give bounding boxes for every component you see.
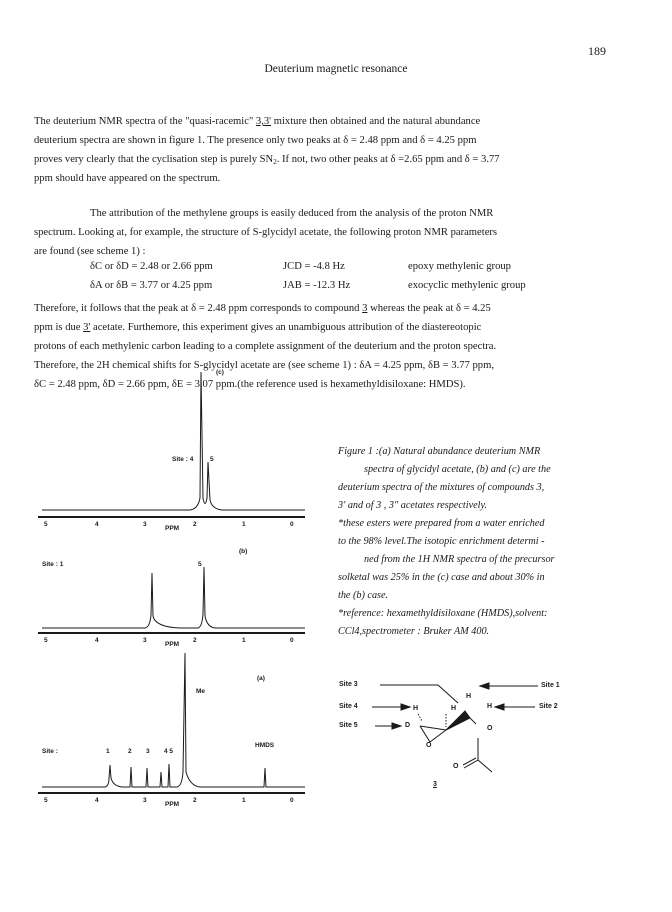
panel-a-me: Me bbox=[196, 688, 206, 695]
panel-a-label: (a) bbox=[257, 675, 265, 682]
shift-row-1-shift: δC or δD = 2.48 or 2.66 ppm bbox=[90, 261, 213, 272]
panel-a-site-num: 3 bbox=[146, 748, 150, 755]
panel-c-label: (c) bbox=[216, 369, 224, 376]
panel-a-sites: Site : bbox=[42, 748, 58, 755]
panel-b-tick: 1 bbox=[242, 637, 246, 644]
panel-c-tick: 1 bbox=[242, 521, 246, 528]
paragraph-1: The deuterium NMR spectra of the "quasi-racemic" 3,3' mixture then obtained and the natural abundance deuterium spectra are shown in figure 1. The presence only two peaks at δ = 2.48 ppm and δ = 4.25 ppm proves very clearly that the cyclisation step is purely $SN_2$. If not, two other peaks at δ =2.65 ppm and δ = 3.77 ppm should have appeared on the spectrum. bbox=[34, 116, 500, 184]
scheme-compound-number: 3 bbox=[433, 781, 437, 788]
panel-c-tick: 2 bbox=[193, 521, 197, 528]
scheme-site-1: Site 1 bbox=[541, 682, 560, 689]
atom-h: H bbox=[413, 705, 419, 712]
atom-h: H bbox=[487, 703, 493, 710]
panel-b-unit: PPM bbox=[165, 641, 180, 648]
scheme-site-4: Site 4 bbox=[339, 703, 358, 710]
shift-row-1-coupling: JCD = -4.8 Hz bbox=[283, 261, 345, 272]
atom-h: H bbox=[466, 693, 472, 700]
atom-o: O bbox=[453, 763, 459, 770]
panel-b-tick: 3 bbox=[143, 637, 147, 644]
page-number: 189 bbox=[588, 44, 606, 58]
panel-a-tick: 4 bbox=[95, 797, 99, 804]
scheme-site-5: Site 5 bbox=[339, 722, 358, 729]
panel-a-tick: 5 bbox=[44, 797, 48, 804]
running-title: Deuterium magnetic resonance bbox=[264, 63, 408, 75]
panel-c-sites: Site : 4 bbox=[172, 456, 194, 463]
panel-c-sites2: 5 bbox=[210, 456, 214, 463]
paragraph-2: The attribution of the methylene groups is easily deduced from the analysis of the proton NMR spectrum. Looking at, for example, the structure of S-glycidyl acetate, the following proton NMR parameters are found (see scheme 1) : bbox=[34, 208, 498, 257]
atom-o: O bbox=[487, 725, 493, 732]
scheme-site-2: Site 2 bbox=[539, 703, 558, 710]
panel-a-site-num: 2 bbox=[128, 748, 132, 755]
panel-b-tick: 5 bbox=[44, 637, 48, 644]
panel-b-sites: Site : 1 bbox=[42, 561, 64, 568]
paragraph-2-cont: Therefore, it follows that the peak at δ = 2.48 ppm corresponds to compound 3 whereas the peak at δ = 4.25 ppm is due 3' acetate. Furthemore, this experiment gives an unambiguous attribution of the diastereotopic protons of each methylenic carbon leading to a complete assignment of the deuterium and the proton spectra. Therefore, the 2H chemical shifts for S-glycidyl acetate are (see scheme 1) : δA = 4.25 ppm, δB = 3.77 ppm, δC = 2.48 ppm, δD = 2.66 ppm, δE = 3.07 ppm.(the reference used is hexamethyldisiloxane: HMDS). bbox=[34, 303, 497, 390]
panel-b-tick: 0 bbox=[290, 637, 294, 644]
panel-a-tick: 0 bbox=[290, 797, 294, 804]
panel-a-site-num: 4 5 bbox=[164, 748, 174, 755]
panel-c-tick: 5 bbox=[44, 521, 48, 528]
panel-a-unit: PPM bbox=[165, 801, 180, 808]
panel-c-tick: 3 bbox=[143, 521, 147, 528]
figure-caption: Figure 1 :(a) Natural abundance deuterium NMR spectra of glycidyl acetate, (b) and (c) are the deuterium spectra of the mixtures of compounds 3, 3' and of 3 , 3" acetates respectively. *these esters were prepared from a water enriched to the 98% level.The isotopic enrichment determi - ned from the 1H NMR spectra of the precursor solketal was 25% in the (c) case and about 30% in the (b) case. *reference: hexamethyldisiloxane (HMDS),solvent: CCl4,spectrometer : Bruker AM 400. bbox=[338, 446, 555, 637]
panel-b-tick: 2 bbox=[193, 637, 197, 644]
shift-row-1-assign: epoxy methylenic group bbox=[408, 261, 511, 272]
shift-row-2-assign: exocyclic methylenic group bbox=[408, 280, 526, 291]
panel-c-unit: PPM bbox=[165, 525, 180, 532]
panel-a-hmds: HMDS bbox=[255, 742, 275, 749]
atom-d: D bbox=[405, 722, 411, 729]
panel-c-tick: 4 bbox=[95, 521, 99, 528]
panel-b-label: (b) bbox=[239, 548, 248, 555]
scheme-site-3: Site 3 bbox=[339, 681, 358, 688]
atom-h: H bbox=[451, 705, 457, 712]
panel-b-tick: 4 bbox=[95, 637, 99, 644]
shift-row-2-coupling: JAB = -12.3 Hz bbox=[283, 280, 351, 291]
atom-o: O bbox=[426, 742, 432, 749]
panel-c-tick: 0 bbox=[290, 521, 294, 528]
panel-a-tick: 1 bbox=[242, 797, 246, 804]
panel-b-sites2: 5 bbox=[198, 561, 202, 568]
shift-row-2-shift: δA or δB = 3.77 or 4.25 ppm bbox=[90, 280, 213, 291]
panel-a-tick: 3 bbox=[143, 797, 147, 804]
panel-a-tick: 2 bbox=[193, 797, 197, 804]
panel-a-site-num: 1 bbox=[106, 748, 110, 755]
